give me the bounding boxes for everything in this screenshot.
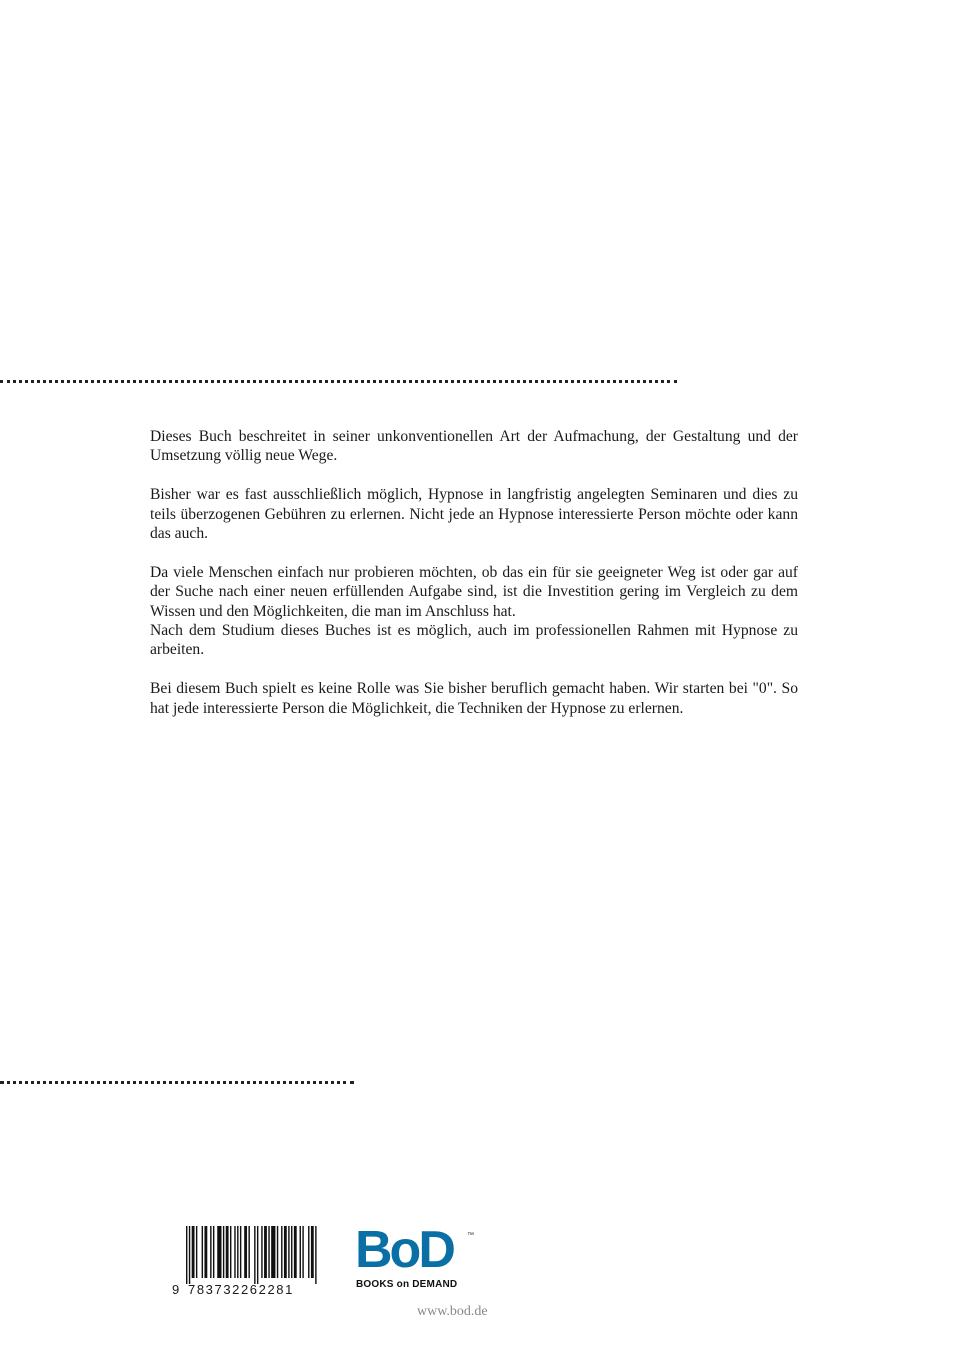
blurb-paragraph-3: Da viele Menschen einfach nur probieren möchten, ob das ein für sie geeigneter Weg ist oder gar auf der Suche nach einer neuen erfüllenden Aufgabe sind, ist die Investition gering im Vergleich zu dem Wissen und den Möglichkeiten, die man im Anschluss hat.	[150, 563, 798, 620]
bod-logo-tagline: BOOKS on DEMAND	[356, 1279, 458, 1290]
barcode-digits: 783732262281	[188, 1282, 294, 1297]
blurb-paragraph-4: Nach dem Studium dieses Buches ist es möglich, auch im professionellen Rahmen mit Hypnose zu arbeiten.	[150, 622, 798, 659]
bod-logo-wordmark: BoD	[355, 1221, 453, 1279]
blurb-paragraph-5: Bei diesem Buch spielt es keine Rolle was Sie bisher beruflich gemacht haben. Wir starten bei "0". So hat jede interessierte Person die Möglichkeit, die Techniken der Hypnose zu erlernen.	[150, 680, 798, 717]
bod-logo	[355, 1221, 477, 1294]
trademark-symbol: ™	[467, 1232, 474, 1239]
back-cover-blurb	[150, 427, 798, 737]
bottom-dotted-divider	[0, 1081, 354, 1084]
top-dotted-divider	[0, 380, 677, 383]
isbn-barcode	[172, 1226, 320, 1298]
blurb-paragraph-1: Dieses Buch beschreitet in seiner unkonventionellen Art der Aufmachung, der Gestaltung und der Umsetzung völlig neue Wege.	[150, 428, 798, 465]
barcode-bars-icon	[186, 1226, 318, 1284]
barcode-lead-digit: 9	[172, 1282, 180, 1297]
publisher-website: www.bod.de	[417, 1304, 488, 1319]
blurb-paragraph-2: Bisher war es fast ausschließlich möglich, Hypnose in langfristig angelegten Seminaren und dies zu teils überzogenen Gebühren zu erlernen. Nicht jede an Hypnose interessierte Person möchte oder kann das auch.	[150, 486, 798, 543]
